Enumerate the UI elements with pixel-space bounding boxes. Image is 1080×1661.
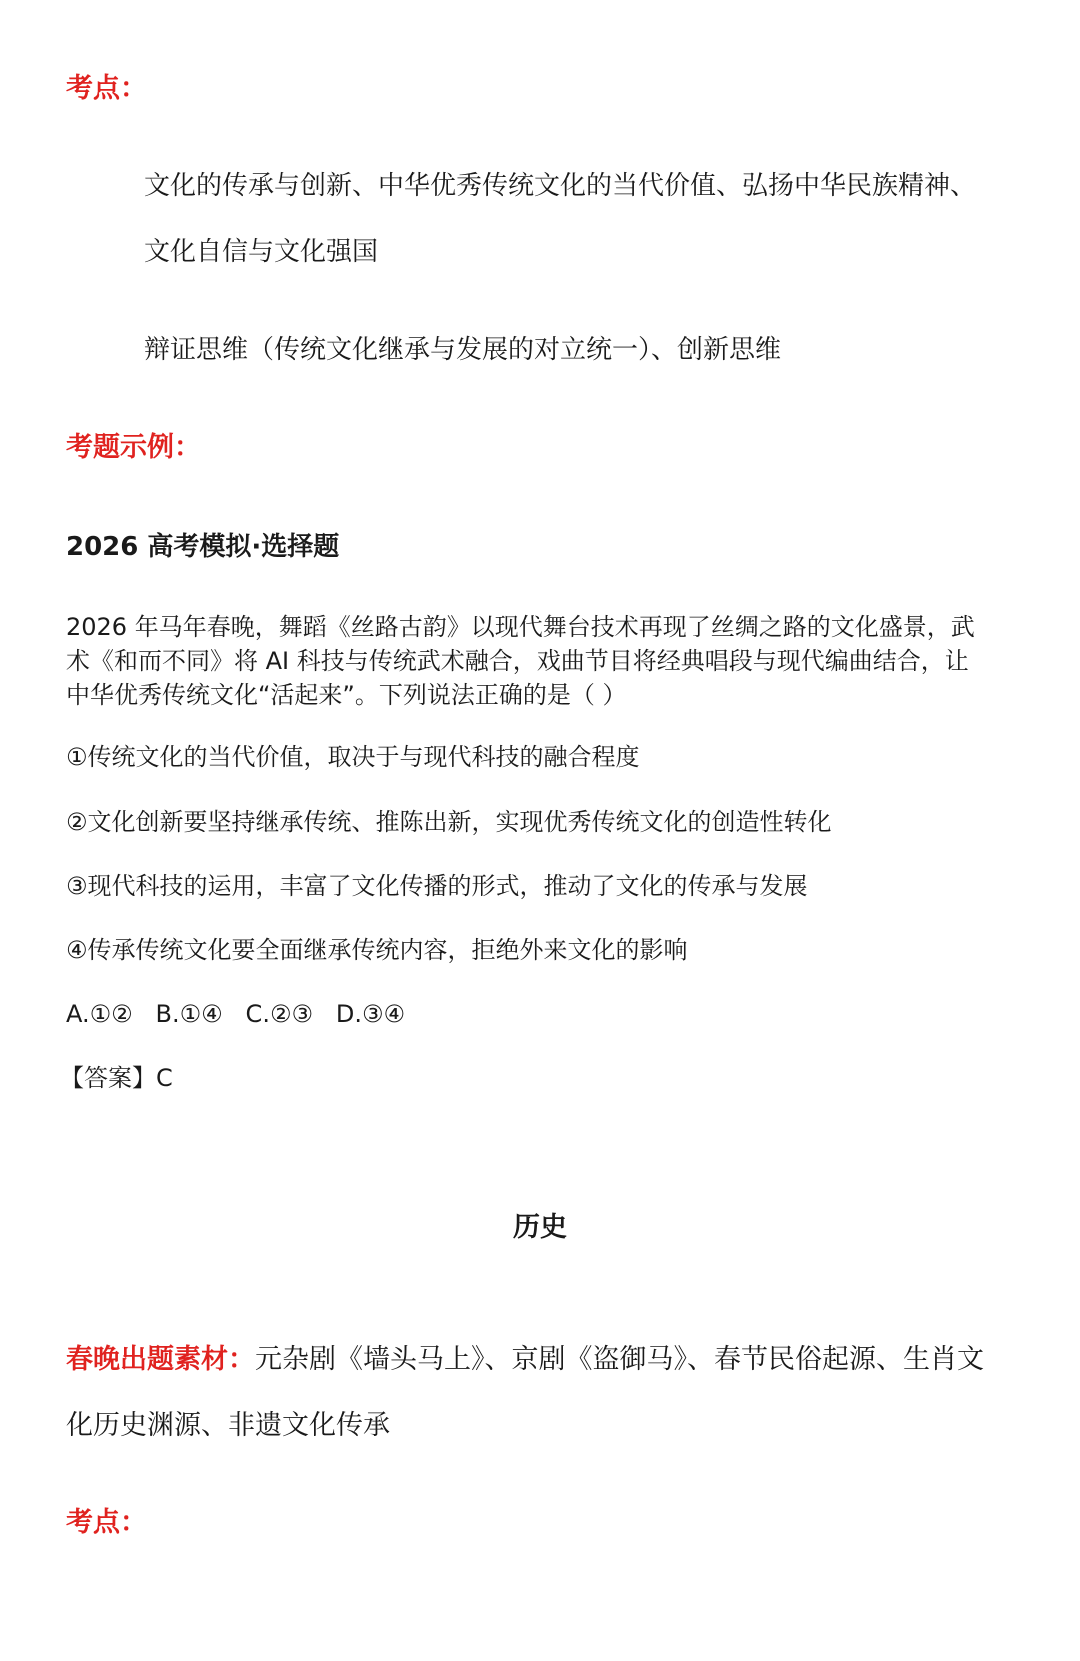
example-label: 考题示例：: [66, 432, 201, 463]
question-stem-line-3: 中华优秀传统文化“活起来”。下列说法正确的是（ ）: [66, 681, 627, 709]
question-stem-line-1: 2026 年马年春晚，舞蹈《丝路古韵》以现代舞台技术再现了丝绸之路的文化盛景，武: [66, 613, 975, 641]
subject-title: 历史: [513, 1212, 567, 1243]
point-line-3: 辩证思维（传统文化继承与发展的对立统一）、创新思维: [144, 335, 782, 365]
statement-1: ①传统文化的当代价值，取决于与现代科技的融合程度: [66, 743, 640, 771]
statement-2: ②文化创新要坚持继承传统、推陈出新，实现优秀传统文化的创造性转化: [66, 808, 832, 836]
statement-3: ③现代科技的运用，丰富了文化传播的形式，推动了文化的传承与发展: [66, 872, 808, 900]
material-label: 春晚出题素材：: [66, 1344, 255, 1375]
point-line-2: 文化自信与文化强国: [144, 237, 379, 267]
point-line-1: 文化的传承与创新、中华优秀传统文化的当代价值、弘扬中华民族精神、: [144, 171, 977, 201]
kaodian-label: 考点：: [66, 73, 147, 104]
material-line-1: [66, 1342, 984, 1378]
question-stem-line-2: 术《和而不同》将 AI 科技与传统武术融合，戏曲节目将经典唱段与现代编曲结合，让: [66, 647, 969, 675]
question-title: 2026 高考模拟·选择题: [66, 532, 340, 562]
kaodian-label-2: 考点：: [66, 1507, 147, 1538]
answer-options: A.①② B.①④ C.②③ D.③④: [66, 1000, 405, 1028]
material-line-2: 化历史渊源、非遗文化传承: [66, 1410, 390, 1441]
statement-4: ④传承传统文化要全面继承传统内容，拒绝外来文化的影响: [66, 936, 688, 964]
material-text-1: 元杂剧《墙头马上》、京剧《盗御马》、春节民俗起源、生肖文: [255, 1344, 984, 1375]
answer: 【答案】C: [60, 1064, 173, 1092]
